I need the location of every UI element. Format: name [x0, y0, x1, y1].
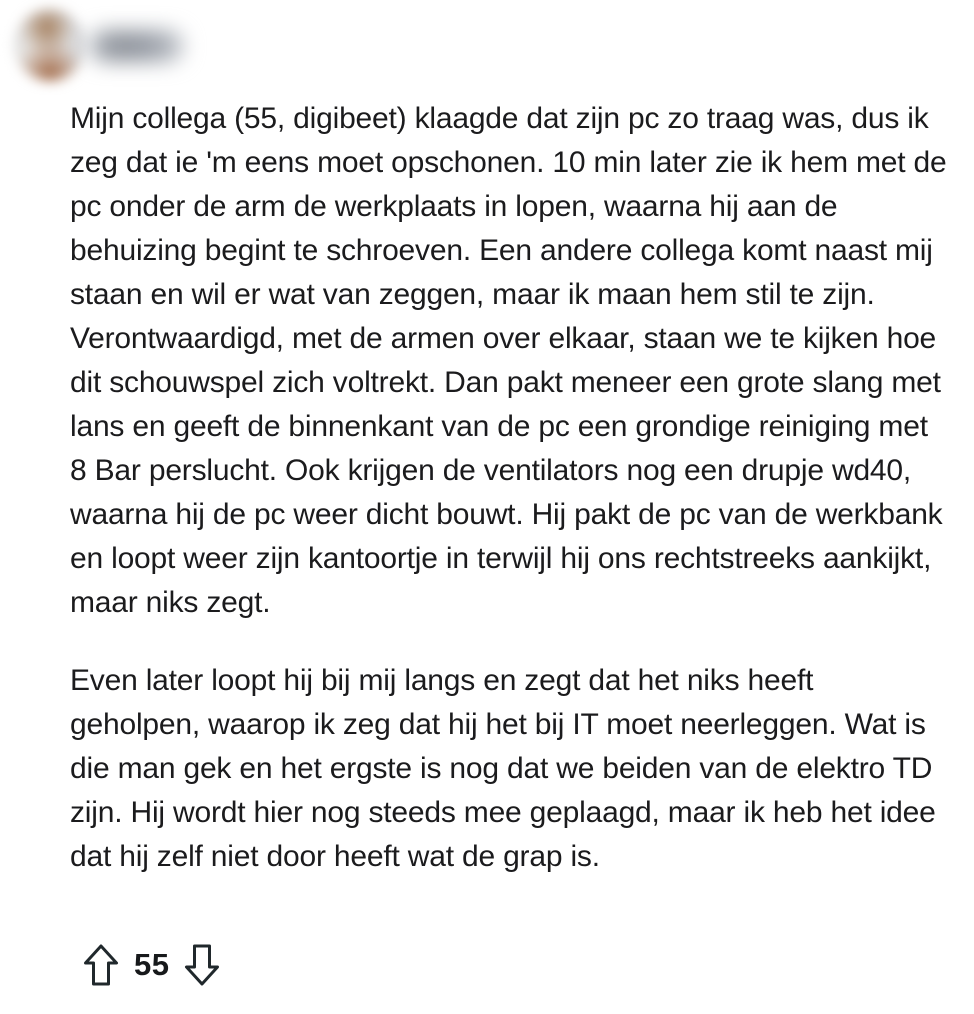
upvote-icon: [83, 943, 119, 987]
upvote-button[interactable]: [83, 943, 119, 987]
post-body: [70, 97, 947, 879]
downvote-icon: [184, 943, 220, 987]
vote-count: 55: [134, 947, 170, 982]
vote-controls: [83, 943, 220, 987]
downvote-button[interactable]: [184, 943, 220, 987]
post-paragraph: Mijn collega (55, digibeet) klaagde dat zijn pc zo traag was, dus ik zeg dat ie 'm eens moet opschonen. 10 min later zie ik hem met de pc onder de arm de werkplaats in lopen, waarna hij aan de behuizing begint te schroeven. Een andere collega komt naast mij staan en wil er wat van zeggen, maar ik maan hem stil te zijn. Verontwaardigd, met de armen over elkaar, staan we te kijken hoe dit schouwspel zich voltrekt. Dan pakt meneer een grote slang met lans en geeft de binnenkant van de pc een grondige reiniging met 8 Bar perslucht. Ook krijgen de ventilators nog een drupje wd40, waarna hij de pc weer dicht bouwt. Hij pakt de pc van de werkbank en loopt weer zijn kantoortje in terwijl hij ons rechtstreeks aankijkt, maar niks zegt.: [70, 102, 947, 619]
avatar[interactable]: [14, 9, 86, 81]
username-blurred[interactable]: [88, 30, 184, 62]
post-paragraph: Even later loopt hij bij mij langs en zegt dat het niks heeft geholpen, waarop ik zeg dat hij het bij IT moet neerleggen. Wat is die man gek en het ergste is nog dat we beiden van de elektro TD zijn. Hij wordt hier nog steeds mee geplaagd, maar ik heb het idee dat hij zelf niet door heeft wat de grap is.: [70, 664, 936, 873]
post-header: [0, 0, 974, 96]
